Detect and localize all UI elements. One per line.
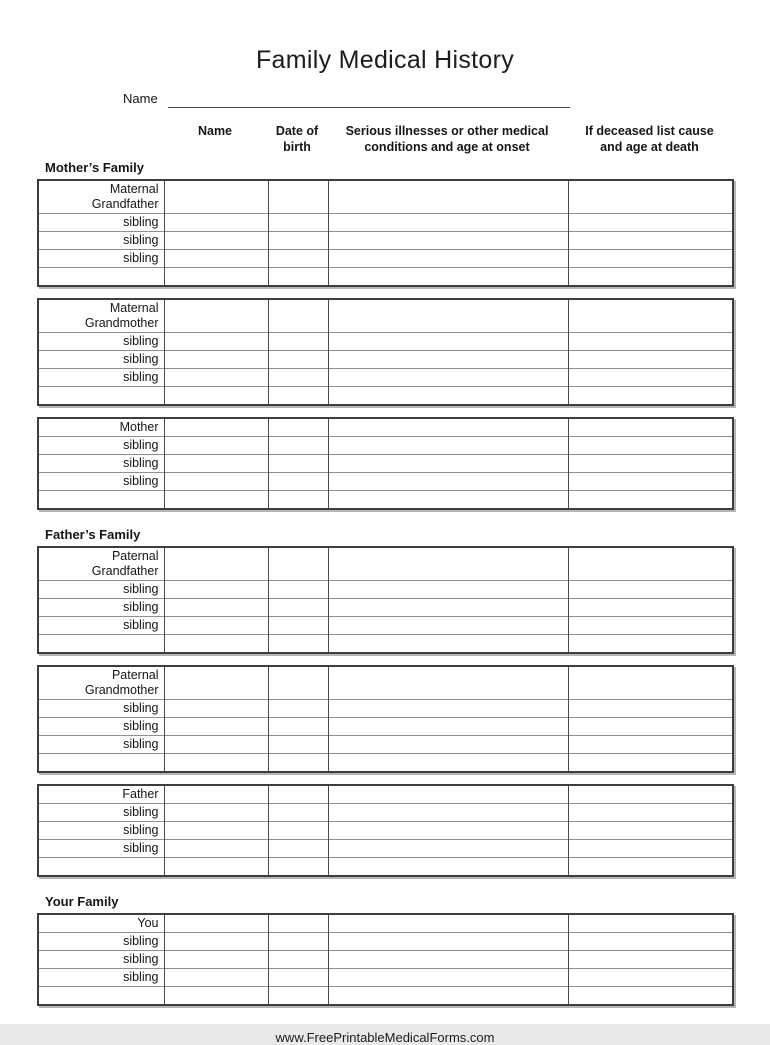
cell-illnesses[interactable] <box>328 754 568 773</box>
row-label: Mother <box>119 420 159 434</box>
cell-name[interactable] <box>164 736 268 754</box>
cell-illnesses[interactable] <box>328 333 568 351</box>
cell-date-of-birth[interactable] <box>268 369 328 387</box>
row-label <box>38 754 164 773</box>
cell-date-of-birth[interactable] <box>268 914 328 933</box>
cell-name[interactable] <box>164 351 268 369</box>
cell-name[interactable] <box>164 700 268 718</box>
row-label: sibling <box>38 718 164 736</box>
row-label: sibling <box>38 804 164 822</box>
cell-deceased[interactable] <box>568 437 733 455</box>
cell-deceased[interactable] <box>568 754 733 773</box>
cell-name[interactable] <box>164 804 268 822</box>
table-row <box>38 840 733 858</box>
name-input-line[interactable] <box>168 91 570 108</box>
table-row <box>38 455 733 473</box>
cell-name[interactable] <box>164 617 268 635</box>
cell-date-of-birth[interactable] <box>268 969 328 987</box>
cell-deceased[interactable] <box>568 700 733 718</box>
cell-name[interactable] <box>164 914 268 933</box>
table-row <box>38 754 733 773</box>
page-title: Family Medical History <box>255 46 515 74</box>
cell-name[interactable] <box>164 635 268 654</box>
cell-deceased[interactable] <box>568 418 733 437</box>
cell-date-of-birth[interactable] <box>268 599 328 617</box>
cell-illnesses[interactable] <box>328 635 568 654</box>
family-table <box>37 665 734 773</box>
section-heading: Mother’s Family <box>45 160 144 175</box>
cell-illnesses[interactable] <box>328 455 568 473</box>
cell-name[interactable] <box>164 333 268 351</box>
cell-name[interactable] <box>164 599 268 617</box>
family-table <box>37 546 734 654</box>
cell-deceased[interactable] <box>568 785 733 804</box>
row-label: Paternal Grandfather <box>91 549 159 578</box>
table-row <box>38 804 733 822</box>
cell-deceased[interactable] <box>568 333 733 351</box>
section-heading: Father’s Family <box>45 527 141 542</box>
cell-date-of-birth[interactable] <box>268 387 328 406</box>
column-header-spacer <box>37 123 163 155</box>
cell-deceased[interactable] <box>568 547 733 581</box>
family-section <box>37 160 733 510</box>
table-row <box>38 718 733 736</box>
row-label: sibling <box>38 250 164 268</box>
cell-name[interactable] <box>164 840 268 858</box>
cell-illnesses[interactable] <box>328 547 568 581</box>
cell-date-of-birth[interactable] <box>268 858 328 877</box>
cell-illnesses[interactable] <box>328 437 568 455</box>
cell-date-of-birth[interactable] <box>268 951 328 969</box>
cell-date-of-birth[interactable] <box>268 351 328 369</box>
column-header-deceased: If deceased list cause and age at death <box>585 124 714 154</box>
table-row <box>38 491 733 510</box>
cell-illnesses[interactable] <box>328 369 568 387</box>
cell-deceased[interactable] <box>568 455 733 473</box>
table-row <box>38 666 733 700</box>
cell-illnesses[interactable] <box>328 351 568 369</box>
cell-deceased[interactable] <box>568 969 733 987</box>
cell-deceased[interactable] <box>568 736 733 754</box>
footer-url: www.FreePrintableMedicalForms.com <box>275 1030 495 1045</box>
cell-deceased[interactable] <box>568 268 733 287</box>
cell-name[interactable] <box>164 369 268 387</box>
cell-date-of-birth[interactable] <box>268 268 328 287</box>
name-field-row <box>123 91 733 108</box>
row-label: sibling <box>38 599 164 617</box>
row-label <box>38 491 164 510</box>
cell-deceased[interactable] <box>568 617 733 635</box>
cell-illnesses[interactable] <box>328 473 568 491</box>
row-label: sibling <box>38 473 164 491</box>
row-label: sibling <box>38 581 164 599</box>
cell-date-of-birth[interactable] <box>268 333 328 351</box>
cell-name[interactable] <box>164 268 268 287</box>
cell-date-of-birth[interactable] <box>268 418 328 437</box>
cell-deceased[interactable] <box>568 666 733 700</box>
cell-name[interactable] <box>164 785 268 804</box>
table-row <box>38 987 733 1006</box>
cell-deceased[interactable] <box>568 840 733 858</box>
row-label: sibling <box>38 232 164 250</box>
table-row <box>38 369 733 387</box>
cell-illnesses[interactable] <box>328 804 568 822</box>
cell-date-of-birth[interactable] <box>268 547 328 581</box>
row-label: sibling <box>38 969 164 987</box>
cell-illnesses[interactable] <box>328 418 568 437</box>
row-label: sibling <box>38 700 164 718</box>
family-section <box>37 527 733 877</box>
row-label <box>38 858 164 877</box>
cell-deceased[interactable] <box>568 858 733 877</box>
table-row <box>38 473 733 491</box>
table-row <box>38 969 733 987</box>
row-label: Maternal Grandmother <box>84 301 159 330</box>
row-label: Father <box>122 787 159 801</box>
column-header-date-of-birth: Date of birth <box>275 124 319 154</box>
cell-date-of-birth[interactable] <box>268 455 328 473</box>
cell-name[interactable] <box>164 547 268 581</box>
cell-date-of-birth[interactable] <box>268 754 328 773</box>
row-label: sibling <box>38 617 164 635</box>
cell-illnesses[interactable] <box>328 268 568 287</box>
table-row <box>38 250 733 268</box>
cell-date-of-birth[interactable] <box>268 581 328 599</box>
cell-name[interactable] <box>164 299 268 333</box>
table-row <box>38 351 733 369</box>
cell-date-of-birth[interactable] <box>268 785 328 804</box>
cell-illnesses[interactable] <box>328 232 568 250</box>
cell-deceased[interactable] <box>568 250 733 268</box>
table-row <box>38 232 733 250</box>
cell-date-of-birth[interactable] <box>268 840 328 858</box>
cell-date-of-birth[interactable] <box>268 250 328 268</box>
cell-illnesses[interactable] <box>328 736 568 754</box>
cell-deceased[interactable] <box>568 214 733 232</box>
cell-deceased[interactable] <box>568 369 733 387</box>
cell-name[interactable] <box>164 666 268 700</box>
cell-deceased[interactable] <box>568 822 733 840</box>
cell-deceased[interactable] <box>568 232 733 250</box>
name-field-label: Name <box>123 91 158 106</box>
cell-date-of-birth[interactable] <box>268 491 328 510</box>
family-table <box>37 784 734 877</box>
cell-date-of-birth[interactable] <box>268 933 328 951</box>
cell-name[interactable] <box>164 387 268 406</box>
table-row <box>38 387 733 406</box>
row-label: sibling <box>38 214 164 232</box>
cell-date-of-birth[interactable] <box>268 635 328 654</box>
table-row <box>38 418 733 437</box>
row-label <box>38 987 164 1006</box>
table-row <box>38 214 733 232</box>
cell-date-of-birth[interactable] <box>268 700 328 718</box>
row-label: You <box>137 916 159 930</box>
family-table <box>37 417 734 510</box>
row-label <box>38 268 164 287</box>
section-heading: Your Family <box>45 894 119 909</box>
row-label: sibling <box>38 951 164 969</box>
cell-deceased[interactable] <box>568 635 733 654</box>
cell-date-of-birth[interactable] <box>268 718 328 736</box>
cell-illnesses[interactable] <box>328 933 568 951</box>
row-label: Paternal Grandmother <box>84 668 159 697</box>
cell-name[interactable] <box>164 933 268 951</box>
cell-illnesses[interactable] <box>328 718 568 736</box>
table-row <box>38 914 733 933</box>
cell-name[interactable] <box>164 822 268 840</box>
cell-name[interactable] <box>164 418 268 437</box>
cell-date-of-birth[interactable] <box>268 299 328 333</box>
cell-date-of-birth[interactable] <box>268 822 328 840</box>
cell-deceased[interactable] <box>568 951 733 969</box>
table-row <box>38 785 733 804</box>
cell-deceased[interactable] <box>568 987 733 1006</box>
cell-date-of-birth[interactable] <box>268 804 328 822</box>
row-label: sibling <box>38 455 164 473</box>
row-label <box>38 387 164 406</box>
table-row <box>38 333 733 351</box>
table-row <box>38 858 733 877</box>
family-table <box>37 179 734 287</box>
cell-date-of-birth[interactable] <box>268 180 328 214</box>
cell-illnesses[interactable] <box>328 969 568 987</box>
cell-date-of-birth[interactable] <box>268 214 328 232</box>
cell-name[interactable] <box>164 437 268 455</box>
form-sections <box>37 160 733 1006</box>
cell-date-of-birth[interactable] <box>268 736 328 754</box>
column-header-illnesses: Serious illnesses or other medical conditions and age at onset <box>345 124 549 154</box>
cell-name[interactable] <box>164 951 268 969</box>
cell-deceased[interactable] <box>568 387 733 406</box>
cell-deceased[interactable] <box>568 804 733 822</box>
row-label: sibling <box>38 437 164 455</box>
table-row <box>38 635 733 654</box>
cell-name[interactable] <box>164 214 268 232</box>
cell-name[interactable] <box>164 250 268 268</box>
row-label: Maternal Grandfather <box>91 182 159 211</box>
cell-date-of-birth[interactable] <box>268 437 328 455</box>
cell-illnesses[interactable] <box>328 951 568 969</box>
cell-illnesses[interactable] <box>328 180 568 214</box>
column-header-name: Name <box>197 124 233 138</box>
table-row <box>38 700 733 718</box>
cell-name[interactable] <box>164 969 268 987</box>
table-row <box>38 736 733 754</box>
cell-illnesses[interactable] <box>328 822 568 840</box>
cell-illnesses[interactable] <box>328 914 568 933</box>
family-section <box>37 894 733 1006</box>
cell-name[interactable] <box>164 858 268 877</box>
cell-illnesses[interactable] <box>328 250 568 268</box>
table-row <box>38 951 733 969</box>
cell-illnesses[interactable] <box>328 299 568 333</box>
table-row <box>38 617 733 635</box>
cell-illnesses[interactable] <box>328 858 568 877</box>
table-row <box>38 581 733 599</box>
column-headers <box>37 123 733 155</box>
table-row <box>38 547 733 581</box>
table-row <box>38 933 733 951</box>
cell-illnesses[interactable] <box>328 491 568 510</box>
row-label: sibling <box>38 736 164 754</box>
row-label: sibling <box>38 822 164 840</box>
cell-deceased[interactable] <box>568 180 733 214</box>
table-row <box>38 437 733 455</box>
cell-date-of-birth[interactable] <box>268 666 328 700</box>
family-table <box>37 913 734 1006</box>
cell-name[interactable] <box>164 987 268 1006</box>
cell-deceased[interactable] <box>568 914 733 933</box>
row-label: sibling <box>38 933 164 951</box>
table-row <box>38 299 733 333</box>
table-row <box>38 599 733 617</box>
cell-illnesses[interactable] <box>328 987 568 1006</box>
cell-deceased[interactable] <box>568 933 733 951</box>
row-label: sibling <box>38 351 164 369</box>
cell-illnesses[interactable] <box>328 387 568 406</box>
row-label: sibling <box>38 840 164 858</box>
cell-date-of-birth[interactable] <box>268 473 328 491</box>
cell-name[interactable] <box>164 754 268 773</box>
table-row <box>38 268 733 287</box>
cell-name[interactable] <box>164 581 268 599</box>
cell-date-of-birth[interactable] <box>268 232 328 250</box>
row-label <box>38 635 164 654</box>
cell-deceased[interactable] <box>568 718 733 736</box>
cell-date-of-birth[interactable] <box>268 987 328 1006</box>
table-row <box>38 180 733 214</box>
cell-name[interactable] <box>164 491 268 510</box>
cell-deceased[interactable] <box>568 351 733 369</box>
cell-illnesses[interactable] <box>328 666 568 700</box>
cell-illnesses[interactable] <box>328 581 568 599</box>
cell-deceased[interactable] <box>568 473 733 491</box>
cell-name[interactable] <box>164 455 268 473</box>
cell-name[interactable] <box>164 473 268 491</box>
cell-illnesses[interactable] <box>328 214 568 232</box>
cell-illnesses[interactable] <box>328 700 568 718</box>
cell-deceased[interactable] <box>568 299 733 333</box>
cell-illnesses[interactable] <box>328 785 568 804</box>
table-row <box>38 822 733 840</box>
cell-name[interactable] <box>164 232 268 250</box>
row-label: sibling <box>38 369 164 387</box>
cell-deceased[interactable] <box>568 491 733 510</box>
family-table <box>37 298 734 406</box>
cell-illnesses[interactable] <box>328 599 568 617</box>
cell-deceased[interactable] <box>568 599 733 617</box>
row-label: sibling <box>38 333 164 351</box>
cell-illnesses[interactable] <box>328 617 568 635</box>
cell-deceased[interactable] <box>568 581 733 599</box>
cell-name[interactable] <box>164 180 268 214</box>
cell-name[interactable] <box>164 718 268 736</box>
cell-date-of-birth[interactable] <box>268 617 328 635</box>
cell-illnesses[interactable] <box>328 840 568 858</box>
